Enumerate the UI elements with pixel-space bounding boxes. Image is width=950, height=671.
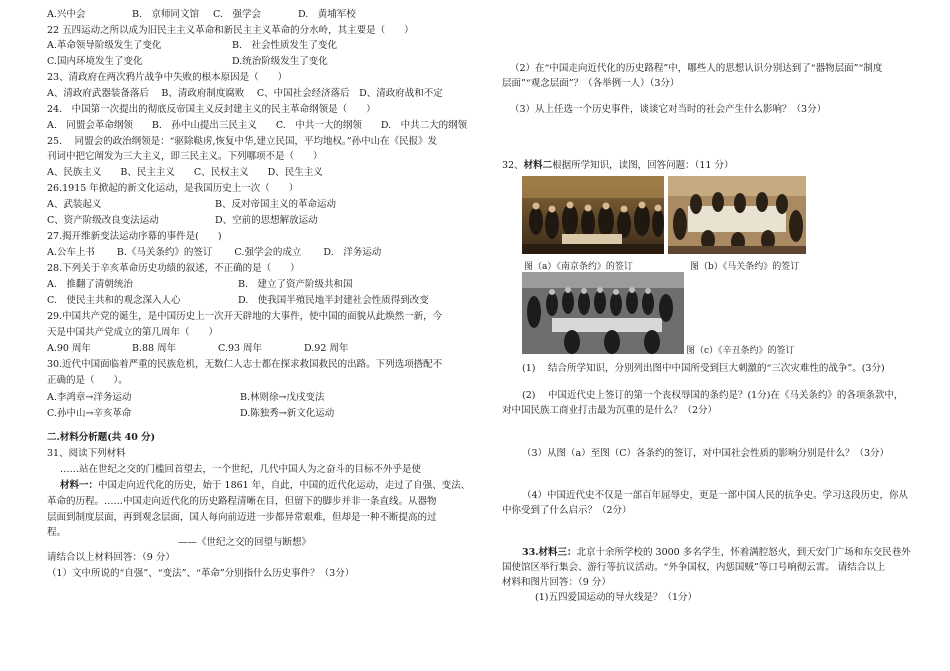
q32-subquestion-1: (1) 结合所学知识，分别列出图中中国所受到巨大刺激的“三次灾难性的战争”。(3分) (522, 363, 885, 374)
q30-stem: 30.近代中国面临着严重的民族危机，无数仁人志士都在探求救国救民的出路。下列选项搭配不 (47, 359, 443, 370)
q21-option-d: D. 黄埔军校 (298, 9, 356, 20)
q28-option-a: A. 推翻了清朝统治 (47, 279, 133, 290)
q31-subquestion-2: （2）在“中国走向近代化的历史路程”中，哪些人的思想认识分别达到了“器物层面”“制度 (510, 63, 883, 74)
q33-stem-cont-2: 材料和图片回答：（9 分） (502, 577, 611, 588)
q32-subquestion-2: (2) 中国近代史上签订的第一个丧权辱国的条约是？(1分)在《马关条约》的各项条款中， (522, 390, 904, 401)
q25-stem: 25. 同盟会的政治纲领是：“驱除鞑虏,恢复中华,建立民国，平均地权。”孙中山在《民报》发 (47, 136, 438, 147)
boxer-protocol-photo (522, 272, 684, 354)
q26-option-d: D、空前的思想解放运动 (215, 215, 318, 226)
q31-material-line-3: 层面到制度层面，再到观念层面，国人每向前迈进一步都异常艰难，但却是一种不断提高的过 (47, 512, 437, 523)
q33-material-label: 33.材料三： (522, 547, 577, 558)
material-label: 材料二 (523, 160, 553, 171)
q32-subquestion-4-cont: 中你受到了什么启示？（2分） (502, 505, 632, 516)
q31-subquestion-2-cont: 层面”“观念层面”？（各举例一人）（3分） (502, 78, 680, 89)
q33-subquestion-1: (1)五四爱国运动的导火线是？（1分） (535, 592, 698, 603)
q30-option-a: A.李鸿章→洋务运动 (47, 392, 132, 403)
q28-option-d: D. 使我国半殖民地半封建社会性质得到改变 (238, 295, 429, 306)
q23-options: A、清政府武器装备落后 B、清政府制度腐败 C、中国社会经济落后 D、清政府战和不定 (47, 88, 443, 99)
q29-stem: 29.中国共产党的诞生，是中国历史上一次开天辟地的大事件，使中国的面貌从此焕然一新，今 (47, 311, 443, 322)
q32-subquestion-2-cont: 对中国民族工商业打击最为沉重的是什么？（2分） (502, 405, 718, 416)
material-label: 材料一： (60, 480, 99, 491)
q21-option-b: B. 京师同文馆 (132, 9, 200, 20)
q31-material-1 (60, 480, 470, 492)
q22-option-d: D.统治阶级发生了变化 (232, 56, 328, 67)
q25-stem-cont: 刊词中把它阐发为三大主义，即三民主义。下列哪项不是（ ） (47, 151, 323, 162)
q33-stem (522, 547, 911, 559)
q31-subquestion-1: （1）文中所说的“自强”、“变法”、“革命”分别指什么历史事件？（3分） (47, 568, 355, 579)
q28-option-c: C. 使民主共和的观念深入人心 (47, 295, 181, 306)
q25-options: A、民族主义 B、民主主义 C、民权主义 D、民生主义 (47, 167, 323, 178)
q29-stem-cont: 天是中国共产党成立的第几周年（ ） (47, 327, 219, 338)
q31-source: ——《世纪之交的回望与断想》 (178, 537, 312, 548)
q21-option-c: C. 强学会 (213, 9, 261, 20)
q30-option-d: D.陈独秀→新文化运动 (240, 408, 335, 419)
material-text: 中国走向近代化的历史，始于 1861 年，自此，中国的近代化运动，走过了自强、变法、 (98, 480, 471, 491)
q33-stem-cont: 国使馆区举行集会、游行等抗议活动。“外争国权，内惩国贼”等口号响彻云霄。 请结合以上 (502, 562, 886, 573)
q22-option-b: B. 社会性质发生了变化 (232, 40, 338, 51)
q27-stem: 27.揭开维新变法运动序幕的事件是( ) (47, 231, 222, 242)
q31-intro: ……站在世纪之交的门槛回首望去，一个世纪，几代中国人为之奋斗的目标不外乎是使 (60, 464, 422, 475)
q32-number: 32、 (502, 160, 524, 171)
q28-option-b: B. 建立了资产阶级共和国 (238, 279, 353, 290)
nanjing-treaty-photo (522, 176, 664, 254)
q27-options: A.公车上书 B.《马关条约》的签订 C.强学会的成立 D. 洋务运动 (47, 247, 382, 258)
q22-stem: 22 五四运动之所以成为旧民主主义革命和新民主主义革命的分水岭，其主要是（ ） (47, 25, 414, 36)
q30-option-c: C.孙中山→辛亥革命 (47, 408, 132, 419)
q28-stem: 28.下列关于辛亥革命历史功绩的叙述，不正确的是（ ） (47, 263, 300, 274)
q32-subquestion-3: （3）从图（a）至图（C）各条约的签订，对中国社会性质的影响分别是什么？（3分） (522, 448, 890, 459)
q26-option-a: A、武装起义 (47, 199, 102, 210)
q30-stem-cont: 正确的是（ ）。 (47, 375, 128, 386)
q21-option-a: A.兴中会 (47, 9, 86, 20)
q31-material-line-4: 程。 (47, 527, 67, 538)
q26-stem: 26.1915 年掀起的新文化运动，是我国历史上一次（ ） (47, 183, 299, 194)
q31-instruction: 请结合以上材料回答：（9 分） (47, 552, 175, 563)
q26-option-b: B、反对帝国主义的革命运动 (215, 199, 336, 210)
q26-option-c: C、资产阶级改良变法运动 (47, 215, 159, 226)
q22-option-a: A.革命领导阶级发生了变化 (47, 40, 162, 51)
q24-options: A. 同盟会革命纲领 B. 孙中山提出三民主义 C. 中共一大的纲领 D. 中共二大的纲领 (47, 120, 468, 131)
q29-option-a: A.90 周年 (47, 343, 91, 354)
q31-material-line-2: 革命的历程。……中国走向近代化的历史路程清晰在目，但留下的脚步并非一条直线。从器物 (47, 496, 437, 507)
q22-option-c: C.国内环境发生了变化 (47, 56, 143, 67)
figure-c-caption: 图（c）《辛丑条约》的签订 (686, 346, 795, 356)
figure-a-caption: 图（a）《南京条约》的签订 (524, 262, 633, 272)
shimonoseki-treaty-photo (668, 176, 806, 254)
q23-stem: 23、清政府在两次鸦片战争中失败的根本原因是（ ） (47, 72, 288, 83)
q31-subquestion-3: （3）从上任选一个历史事件，谈谈它对当时的社会产生什么影响？（3分） (510, 104, 827, 115)
figure-b-caption: 图（b）《马关条约》的签订 (690, 262, 800, 272)
q31-title: 31、阅读下列材料 (47, 448, 126, 459)
section-2-title: 二.材料分析题(共 40 分) (47, 432, 156, 443)
q33-material-text: 北京十余所学校的 3000 多名学生，怀着满腔怒火，到天安门广场和东交民巷外 (576, 547, 911, 558)
q24-stem: 24. 中国第一次提出的彻底反帝国主义反封建主义的民主革命纲领是（ ） (47, 104, 376, 115)
q32-subquestion-4: （4）中国近代史不仅是一部百年屈辱史，更是一部中国人民的抗争史。学习这段历史，你从 (522, 490, 909, 501)
q32-stem-text: 根据所学知识，读图，回答问题：（11 分） (552, 160, 734, 171)
q29-option-c: C.93 周年 (218, 343, 263, 354)
q29-option-b: B.88 周年 (132, 343, 177, 354)
q29-option-d: D.92 周年 (304, 343, 349, 354)
q30-option-b: B.林则徐→戊戌变法 (240, 392, 325, 403)
q32-stem (502, 160, 733, 172)
